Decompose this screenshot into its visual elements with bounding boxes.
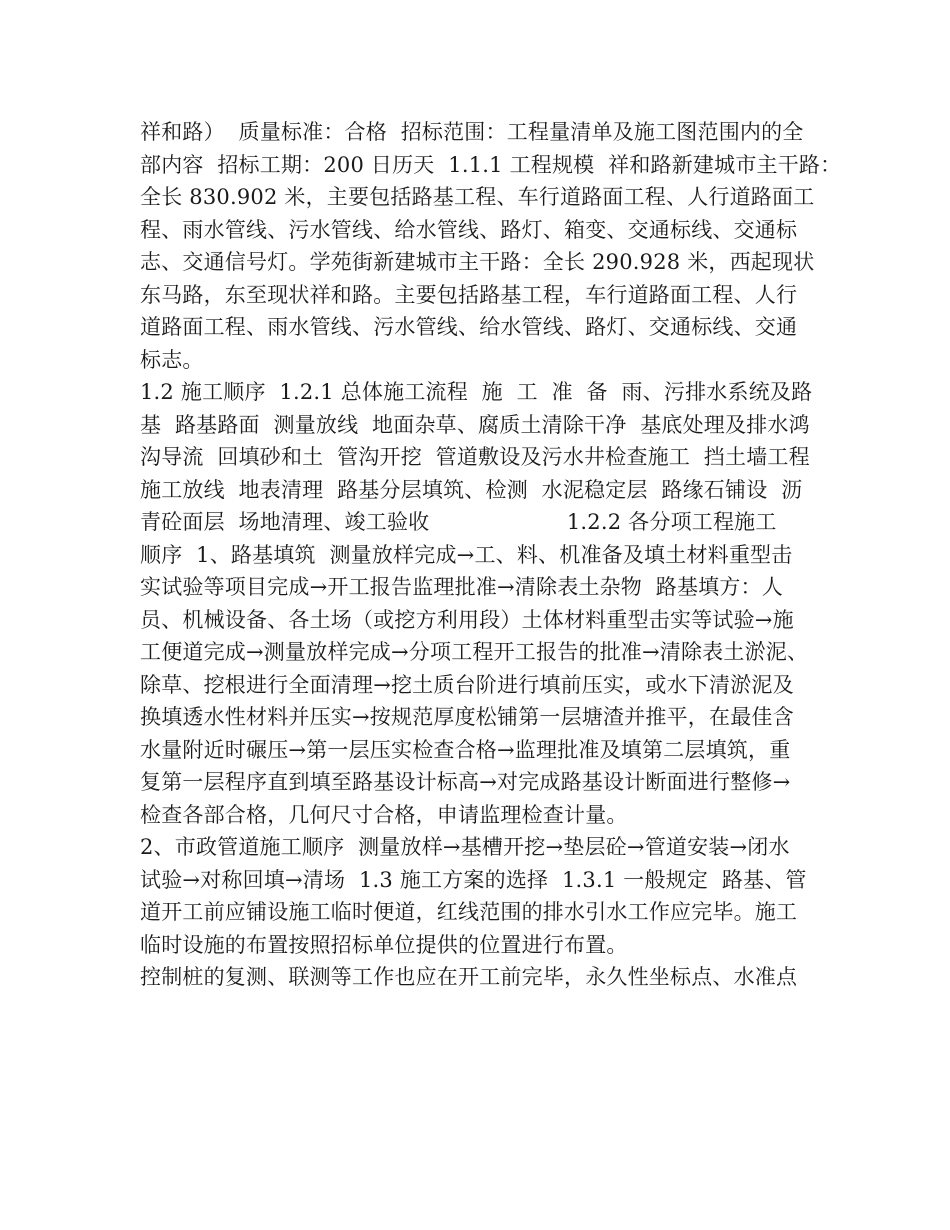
text-line: 全长 830.902 米，主要包括路基工程、车行道路面工程、人行道路面工 (140, 185, 815, 209)
text-line: 志、交通信号灯。学苑街新建城市主干路：全长 290.928 米，西起现状 (140, 250, 815, 274)
text-line: 祥和路） 质量标准：合格 招标范围：工程量清单及施工图范围内的全 (140, 120, 804, 144)
text-line: 东马路，东至现状祥和路。主要包括路基工程，车行道路面工程、人行 (140, 282, 798, 307)
text-line: 换填透水性材料并压实→按规范厚度松铺第一层塘渣并推平，在最佳含 (140, 705, 794, 729)
text-line: 2、市政管道施工顺序 测量放样→基槽开挖→垫层砼→管道安装→闭水 (140, 835, 790, 859)
text-line: 实试验等项目完成→开工报告监理批准→清除表土杂物 路基填方：人 (140, 575, 783, 599)
text-line: 除草、挖根进行全面清理→挖土质台阶进行填前压实，或水下清淤泥及 (140, 672, 794, 697)
body-text (140, 116, 842, 994)
text-line: 试验→对称回填→清场 1.3 施工方案的选择 1.3.1 一般规定 路基、管 (140, 867, 807, 892)
text-line: 程、雨水管线、污水管线、给水管线、路灯、箱变、交通标线、交通标 (140, 217, 798, 242)
text-line: 控制桩的复测、联测等工作也应在开工前完毕，永久性坐标点、水准点 (140, 965, 798, 989)
text-line: 检查各部合格，几何尺寸合格，申请监理检查计量。 (140, 802, 628, 827)
text-line: 施工放线 地表清理 路基分层填筑、检测 水泥稳定层 路缘石铺设 沥 (140, 477, 803, 502)
text-line: 工便道完成→测量放样完成→分项工程开工报告的批准→清除表土淤泥、 (140, 640, 809, 664)
text-line: 水量附近时碾压→第一层压实检查合格→监理批准及填第二层填筑，重 (140, 737, 791, 762)
text-line: 顺序 1、路基填筑 测量放样完成→工、料、机准备及填土材料重型击 (140, 542, 793, 567)
text-line: 基 路基路面 测量放线 地面杂草、腐质土清除干净 基底处理及排水鸿 (140, 412, 810, 437)
text-line: 1.2 施工顺序 1.2.1 总体施工流程 施 工 准 备 雨、污排水系统及路 (140, 380, 813, 404)
text-line: 部内容 招标工期：200 日历天 1.1.1 工程规模 祥和路新建城市主干路： (140, 152, 842, 177)
text-line: 标志。 (140, 347, 204, 372)
text-line: 青砼面层 场地清理、竣工验收 1.2.2 各分项工程施工 (140, 510, 777, 534)
text-line: 员、机械设备、各土场（或挖方利用段）土体材料重型击实等试验→施 (140, 607, 794, 632)
text-line: 道开工前应铺设施工临时便道，红线范围的排水引水工作应完毕。施工 (140, 900, 798, 924)
text-line: 临时设施的布置按照招标单位提供的位置进行布置。 (140, 932, 628, 957)
text-line: 沟导流 回填砂和土 管沟开挖 管道敷设及污水井检查施工 挡土墙工程 (140, 445, 810, 469)
text-line: 复第一层程序直到填至路基设计标高→对完成路基设计断面进行整修→ (140, 770, 791, 794)
text-line: 道路面工程、雨水管线、污水管线、给水管线、路灯、交通标线、交通 (140, 315, 798, 339)
